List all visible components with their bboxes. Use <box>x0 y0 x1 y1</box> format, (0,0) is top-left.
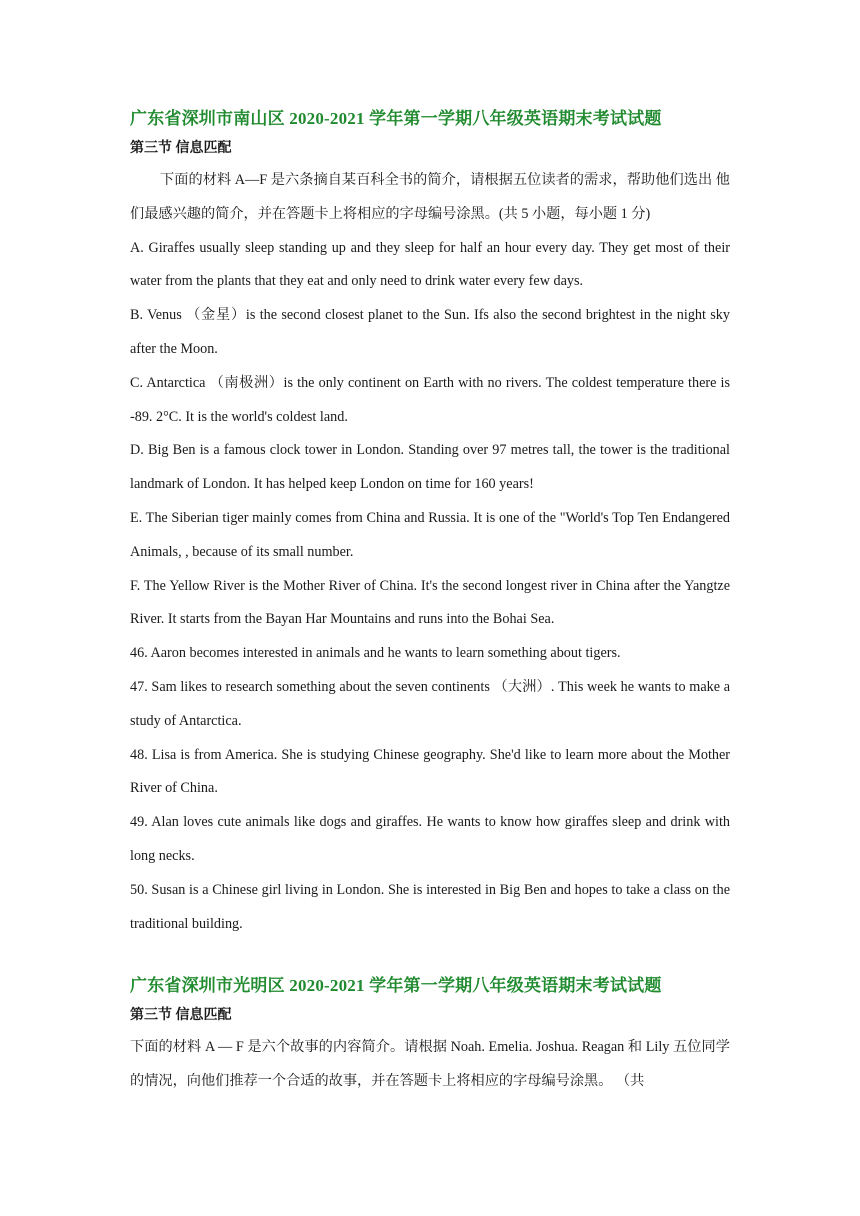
question-50: 50. Susan is a Chinese girl living in London. She is interested in Big Ben and hopes to take a class on the traditional building. <box>130 881 730 932</box>
option-c: C. Antarctica （南极洲）is the only continent on Earth with no rivers. The coldest temperature there is -89. 2°C. It is the world's coldest land. <box>130 374 730 425</box>
question-49: 49. Alan loves cute animals like dogs and giraffes. He wants to know how giraffes sleep and drink with long necks. <box>130 814 730 864</box>
option-f: F. The Yellow River is the Mother River of China. It's the second longest river in China after the Yangtze River. It starts from the Bayan Har Mountains and runs into the Bohai Sea. <box>130 577 730 628</box>
exam-section-nanshan <box>130 104 730 941</box>
section-subheading: 第三节 信息匹配 <box>130 141 232 156</box>
option-b: B. Venus （金星）is the second closest planet to the Sun. Ifs also the second brightest in the night sky after the Moon. <box>130 307 730 357</box>
section-spacer <box>130 941 730 971</box>
question-47: 47. Sam likes to research something about the seven continents （大洲）. This week he wants to make a study of Antarctica. <box>130 678 730 729</box>
option-e: E. The Siberian tiger mainly comes from China and Russia. It is one of the "World's Top Ten Endangered Animals, , because of its small number. <box>130 509 730 560</box>
document-page <box>130 104 730 1099</box>
option-d: D. Big Ben is a famous clock tower in London. Standing over 97 metres tall, the tower is the traditional landmark of London. It has helped keep London on time for 160 years! <box>130 442 730 493</box>
section-title: 广东省深圳市光明区 2020-2021 学年第一学期八年级英语期末考试试题 <box>130 976 662 996</box>
section-title: 广东省深圳市南山区 2020-2021 学年第一学期八年级英语期末考试试题 <box>130 109 662 128</box>
question-46: 46. Aaron becomes interested in animals and he wants to learn something about tigers. <box>130 645 621 662</box>
instruction-paragraph: 下面的材料 A—F 是六条摘自某百科全书的简介，请根据五位读者的需求，帮助他们选出 他们最感兴趣的简介，并在答题卡上将相应的字母编号涂黑。(共 5 小题，每小题 1 分) <box>130 172 730 222</box>
section-subheading: 第三节 信息匹配 <box>130 1008 232 1024</box>
option-a: A. Giraffes usually sleep standing up and they sleep for half an hour every day. They get most of their water from the plants that they eat and only need to drink water every few days. <box>130 239 730 290</box>
question-48: 48. Lisa is from America. She is studying Chinese geography. She'd like to learn more about the Mother River of China. <box>130 746 730 797</box>
instruction-paragraph: 下面的材料 A — F 是六个故事的内容简介。请根据 Noah. Emelia. Joshua. Reagan 和 Lily 五位同学的情况，向他们推荐一个合适的故事，并在答题卡上将相应的字母编号涂黑。 （共 <box>130 1039 730 1090</box>
exam-section-guangming <box>130 971 730 1099</box>
